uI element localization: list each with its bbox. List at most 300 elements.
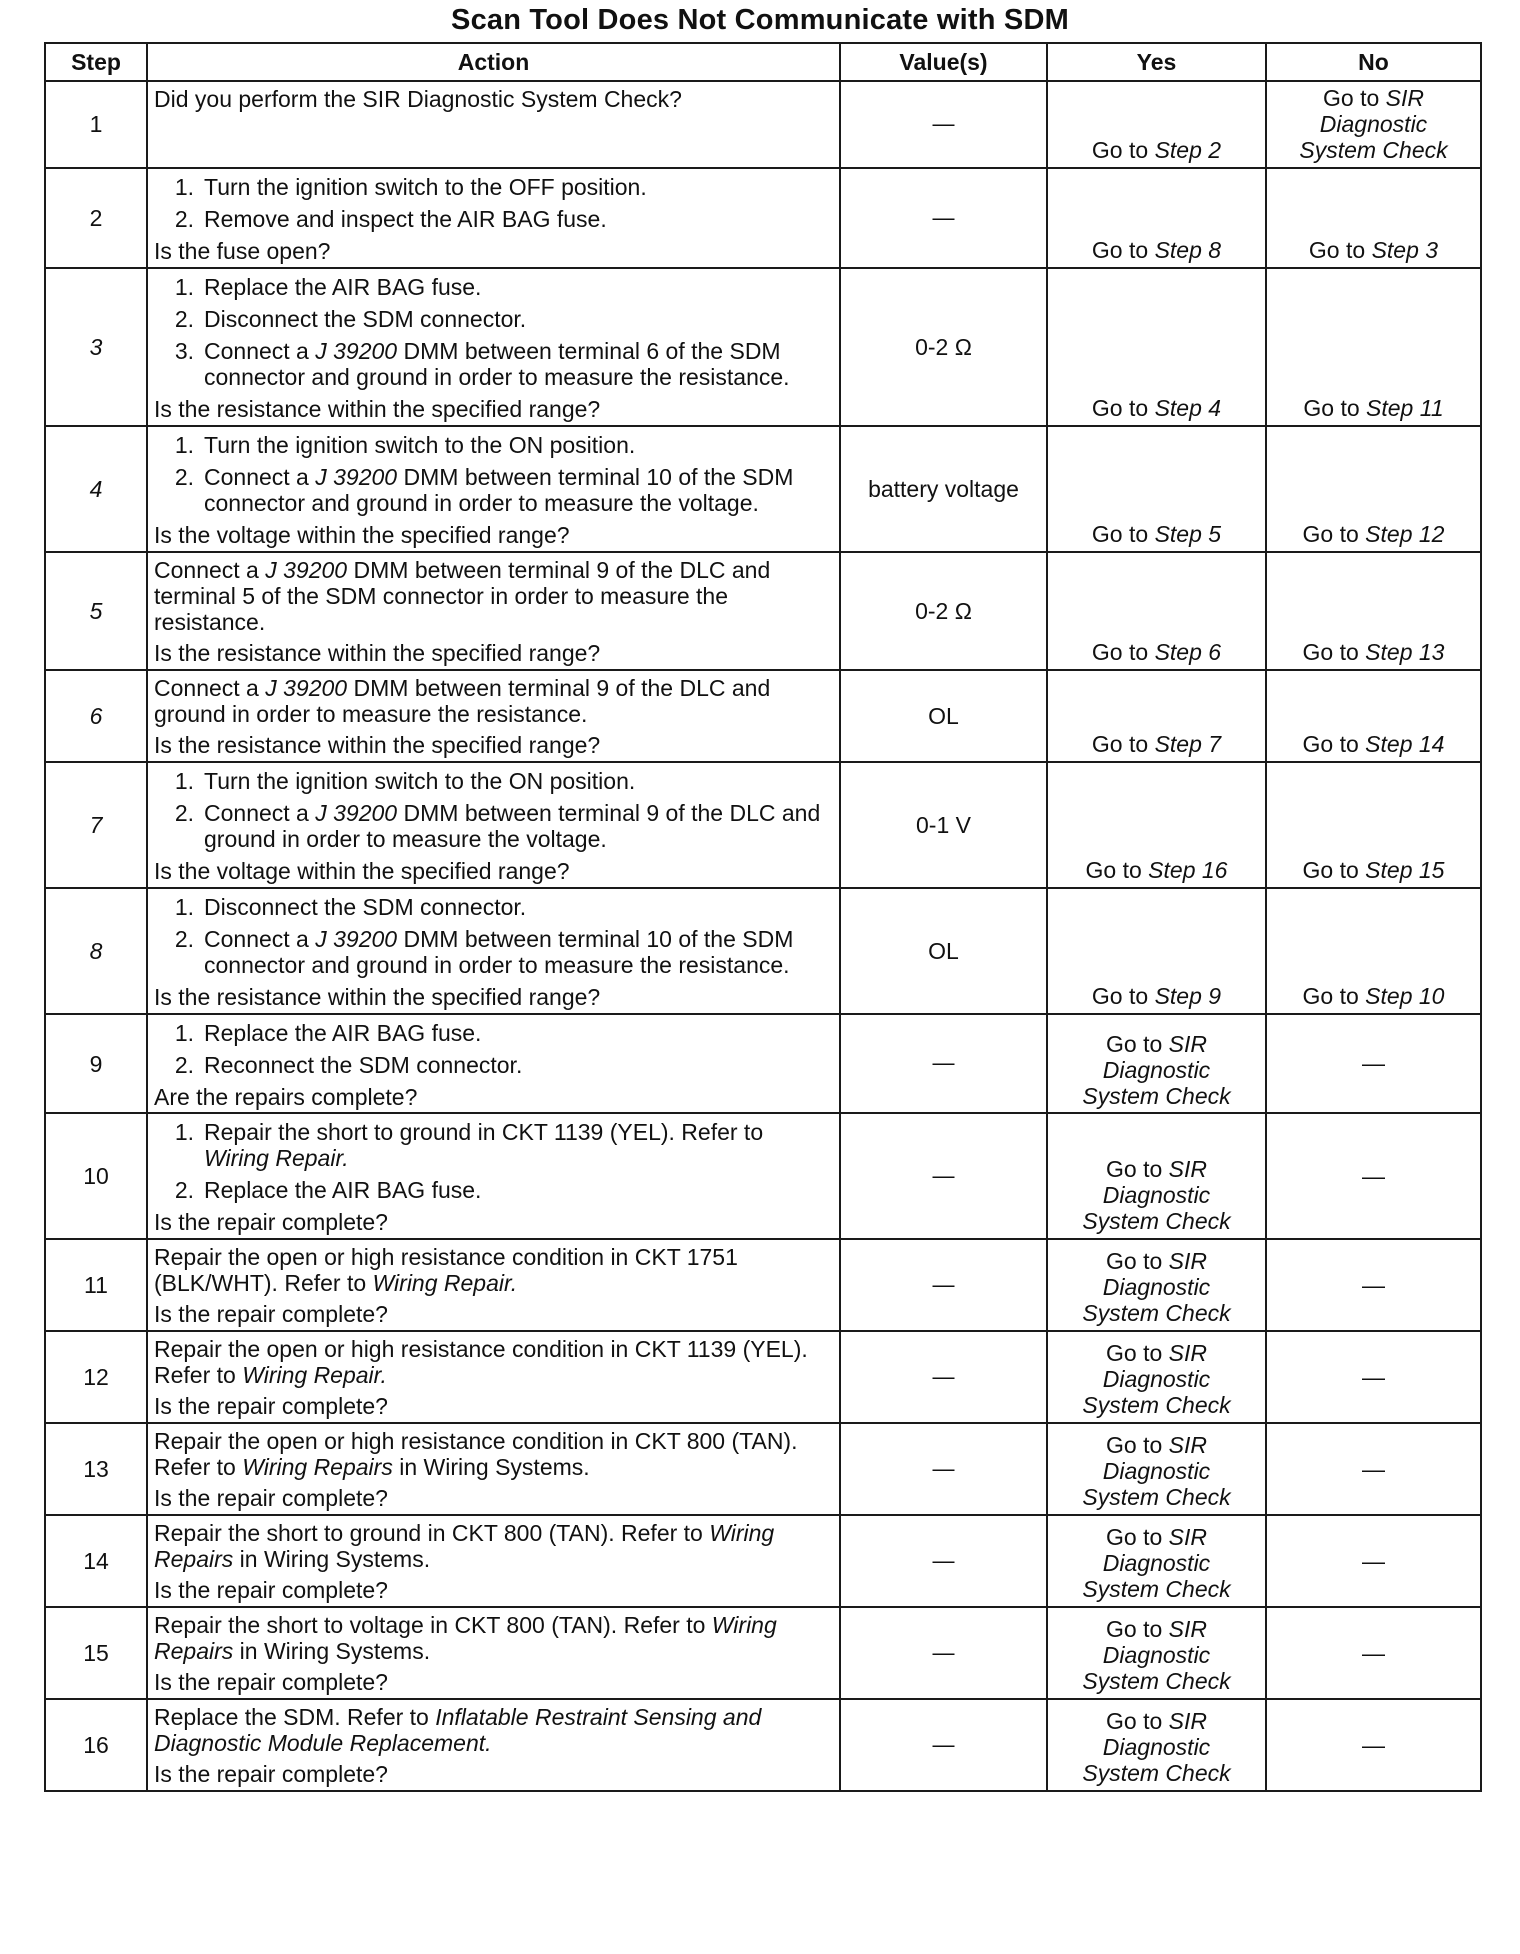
text-run: System Check [1082, 1300, 1231, 1327]
text-run: Go to [1302, 638, 1366, 665]
value-cell: — [840, 1515, 1047, 1607]
text-run: DMM between terminal 9 of the DLC and ground in order to measure the voltage. [204, 799, 821, 852]
text-run: Go to [1106, 1340, 1169, 1367]
text-run: Go to [1091, 520, 1155, 547]
action-cell [147, 426, 840, 552]
action-cell [147, 1515, 840, 1607]
step-number: 11 [45, 1239, 147, 1331]
action-text [154, 86, 833, 112]
text-run: Go to [1085, 856, 1149, 883]
value-cell: battery voltage [840, 426, 1047, 552]
no-cell [1266, 1423, 1481, 1515]
no-cell [1266, 1113, 1481, 1239]
list-number: 1. [174, 173, 194, 200]
text-run: Step 7 [1154, 730, 1222, 757]
text-run: System Check [1082, 1760, 1231, 1787]
list-text [204, 926, 833, 978]
action-cell [147, 552, 840, 670]
list-text [204, 464, 833, 516]
text-run: — [1362, 1363, 1385, 1390]
no-cell [1266, 426, 1481, 552]
action-question [154, 858, 833, 884]
text-run: Is the voltage within the specified range? [154, 857, 570, 884]
value-cell: — [840, 1113, 1047, 1239]
action-text [154, 675, 833, 727]
no-cell [1266, 1699, 1481, 1791]
text-run: Step 12 [1365, 520, 1445, 547]
text-run: SIR [1168, 1156, 1207, 1183]
no-cell [1266, 81, 1481, 168]
text-run: Go to [1106, 1432, 1169, 1459]
text-run: DMM between terminal 10 of the SDM connector and ground in order to measure the voltage. [204, 463, 794, 516]
text-run: Wiring Repair. [204, 1145, 349, 1172]
action-list-item [154, 1052, 833, 1078]
text-run: System Check [1082, 1208, 1231, 1235]
text-run: Step 13 [1365, 638, 1445, 665]
step-number: 8 [45, 888, 147, 1014]
action-question [154, 1485, 833, 1511]
list-text [204, 894, 833, 920]
text-run: Diagnostic [1102, 1182, 1211, 1209]
yes-cell [1047, 762, 1266, 888]
text-run: Diagnostic [1102, 1458, 1211, 1485]
action-question [154, 1084, 833, 1110]
text-run: Connect a [204, 925, 316, 952]
text-run: Wiring Repairs [242, 1454, 393, 1481]
text-run: Go to [1091, 982, 1155, 1009]
yes-cell [1047, 888, 1266, 1014]
yes-cell [1047, 1239, 1266, 1331]
text-run: Repair the short to voltage in CKT 800 (TAN). Refer to [154, 1612, 712, 1639]
header-action: Action [147, 43, 840, 81]
text-run: Step 10 [1365, 982, 1445, 1009]
action-cell [147, 268, 840, 426]
action-question [154, 522, 833, 548]
text-run: Repair the open or high resistance condition in CKT 800 (TAN). Refer to [154, 1428, 798, 1481]
list-text [204, 306, 833, 332]
text-run: Step 5 [1154, 520, 1222, 547]
value-cell: — [840, 1014, 1047, 1114]
text-run: SIR [1168, 1432, 1207, 1459]
text-run: Connect a [204, 337, 316, 364]
yes-cell [1047, 670, 1266, 762]
table-row [45, 1515, 1481, 1607]
text-run: Step 8 [1154, 236, 1222, 263]
text-run: SIR [1168, 1030, 1207, 1057]
list-number: 2. [174, 305, 194, 332]
text-run: Go to [1106, 1708, 1169, 1735]
list-text [204, 768, 833, 794]
text-run: in Wiring Systems. [233, 1638, 431, 1665]
text-run: Step 14 [1365, 730, 1445, 757]
text-run: Is the resistance within the specified range? [154, 639, 601, 666]
list-text [204, 432, 833, 458]
text-run: Connect a [204, 799, 316, 826]
list-number: 1. [174, 893, 194, 920]
step-number: 2 [45, 168, 147, 268]
action-cell [147, 168, 840, 268]
diagnostic-table [44, 42, 1482, 1792]
list-text [204, 174, 833, 200]
action-list-item [154, 306, 833, 332]
action-question [154, 1301, 833, 1327]
no-cell [1266, 1239, 1481, 1331]
action-question [154, 238, 833, 264]
action-list-item [154, 432, 833, 458]
list-number: 1. [174, 1119, 194, 1146]
table-row [45, 1607, 1481, 1699]
table-row [45, 1331, 1481, 1423]
text-run: Go to [1106, 1156, 1169, 1183]
list-text [204, 1177, 833, 1203]
step-number: 5 [45, 552, 147, 670]
text-run: Disconnect the SDM connector. [204, 305, 527, 332]
list-number: 2. [174, 1051, 194, 1078]
yes-cell [1047, 1113, 1266, 1239]
text-run: System Check [1082, 1392, 1231, 1419]
action-text [154, 1520, 833, 1572]
text-run: Replace the AIR BAG fuse. [204, 1019, 482, 1046]
yes-cell [1047, 552, 1266, 670]
text-run: Repair the open or high resistance condition in CKT 1139 (YEL). Refer to [154, 1336, 808, 1389]
action-cell [147, 1607, 840, 1699]
table-header-row [45, 43, 1481, 81]
no-cell [1266, 1014, 1481, 1114]
text-run: Is the repair complete? [154, 1301, 388, 1328]
action-cell [147, 1423, 840, 1515]
action-question [154, 396, 833, 422]
text-run: Step 16 [1148, 856, 1228, 883]
action-text [154, 1428, 833, 1480]
action-text [154, 1244, 833, 1296]
text-run: Is the fuse open? [154, 237, 331, 264]
table-row [45, 762, 1481, 888]
text-run: Diagnostic [1102, 1642, 1211, 1669]
action-list-item [154, 274, 833, 300]
value-cell: — [840, 1699, 1047, 1791]
value-cell: 0-1 V [840, 762, 1047, 888]
text-run: SIR [1168, 1708, 1207, 1735]
text-run: Step 9 [1154, 982, 1222, 1009]
action-text [154, 1336, 833, 1388]
yes-cell [1047, 268, 1266, 426]
table-row [45, 426, 1481, 552]
yes-cell [1047, 1607, 1266, 1699]
text-run: Wiring Repair. [372, 1270, 518, 1297]
action-question [154, 640, 833, 666]
value-cell: — [840, 81, 1047, 168]
list-number: 1. [174, 431, 194, 458]
text-run: Go to [1323, 85, 1386, 111]
table-row [45, 888, 1481, 1014]
list-text [204, 206, 833, 232]
no-cell [1266, 888, 1481, 1014]
list-text [204, 1020, 833, 1046]
text-run: Go to [1303, 394, 1367, 421]
text-run: Step 11 [1366, 394, 1444, 421]
text-run: Go to [1106, 1248, 1169, 1275]
action-cell [147, 762, 840, 888]
text-run: J 39200 [315, 799, 398, 826]
table-row [45, 1699, 1481, 1791]
list-number: 2. [174, 205, 194, 232]
text-run: in Wiring Systems. [392, 1454, 590, 1481]
text-run: System Check [1299, 136, 1448, 163]
text-run: J 39200 [315, 337, 398, 364]
text-run: SIR [1385, 85, 1424, 111]
value-cell: — [840, 1607, 1047, 1699]
list-number: 3. [174, 337, 194, 364]
text-run: DMM between terminal 9 of the DLC and terminal 5 of the SDM connector in order to measure the resistance. [154, 556, 771, 635]
text-run: Diagnostic [1102, 1274, 1211, 1301]
text-run: Go to [1302, 730, 1366, 757]
table-row [45, 268, 1481, 426]
text-run: SIR [1168, 1340, 1207, 1367]
text-run: Go to [1308, 236, 1372, 263]
text-run: Repair the short to ground in CKT 1139 (YEL). Refer to [204, 1119, 764, 1146]
action-question [154, 1761, 833, 1787]
text-run: Diagnostic [1102, 1734, 1211, 1761]
yes-cell [1047, 168, 1266, 268]
yes-cell [1047, 1331, 1266, 1423]
text-run: Turn the ignition switch to the ON position. [204, 431, 636, 458]
text-run: Is the repair complete? [154, 1761, 388, 1788]
text-run: Is the repair complete? [154, 1209, 388, 1236]
yes-cell [1047, 81, 1266, 168]
text-run: Is the resistance within the specified range? [154, 983, 601, 1010]
text-run: System Check [1082, 1484, 1231, 1511]
action-text [154, 1612, 833, 1664]
step-number: 16 [45, 1699, 147, 1791]
action-list-item [154, 894, 833, 920]
no-cell [1266, 1515, 1481, 1607]
value-cell: 0-2 Ω [840, 552, 1047, 670]
list-text [204, 274, 833, 300]
step-number: 3 [45, 268, 147, 426]
text-run: System Check [1082, 1668, 1231, 1695]
text-run: Repair the open or high resistance condition in CKT 1751 (BLK/WHT). Refer to [154, 1244, 738, 1297]
step-number: 7 [45, 762, 147, 888]
no-cell [1266, 1331, 1481, 1423]
text-run: Is the repair complete? [154, 1485, 388, 1512]
action-list-item [154, 464, 833, 516]
table-row [45, 670, 1481, 762]
text-run: J 39200 [265, 556, 348, 583]
text-run: Diagnostic [1102, 1366, 1211, 1393]
action-cell [147, 81, 840, 168]
step-number: 9 [45, 1014, 147, 1114]
action-cell [147, 1239, 840, 1331]
list-number: 2. [174, 463, 194, 490]
no-cell [1266, 552, 1481, 670]
no-cell [1266, 1607, 1481, 1699]
text-run: SIR [1168, 1524, 1207, 1551]
list-number: 1. [174, 273, 194, 300]
text-run: Go to [1302, 520, 1366, 547]
step-number: 13 [45, 1423, 147, 1515]
text-run: Is the repair complete? [154, 1393, 388, 1420]
text-run: Connect a [204, 463, 316, 490]
action-text [154, 557, 833, 635]
table-row [45, 1014, 1481, 1114]
step-number: 12 [45, 1331, 147, 1423]
text-run: Go to [1302, 982, 1366, 1009]
step-number: 15 [45, 1607, 147, 1699]
text-run: Go to [1091, 394, 1155, 421]
step-number: 1 [45, 81, 147, 168]
step-number: 6 [45, 670, 147, 762]
text-run: DMM between terminal 10 of the SDM connector and ground in order to measure the resistance. [204, 925, 794, 978]
text-run: Go to [1106, 1524, 1169, 1551]
text-run: Diagnostic [1102, 1550, 1211, 1577]
text-run: Did you perform the SIR Diagnostic System Check? [154, 86, 682, 112]
text-run: Connect a [154, 556, 266, 583]
text-run: Turn the ignition switch to the ON position. [204, 767, 636, 794]
text-run: Diagnostic [1319, 110, 1428, 137]
table-body [45, 81, 1481, 1791]
text-run: — [1362, 1731, 1385, 1758]
text-run: Replace the AIR BAG fuse. [204, 1177, 482, 1204]
text-run: Go to [1091, 236, 1155, 263]
header-no: No [1266, 43, 1481, 81]
value-cell: — [840, 1239, 1047, 1331]
header-yes: Yes [1047, 43, 1266, 81]
header-step: Step [45, 43, 147, 81]
text-run: Step 2 [1154, 136, 1222, 163]
text-run: Wiring Repairs [154, 1520, 775, 1573]
text-run: Inflatable Restraint Sensing and Diagnostic Module Replacement. [154, 1704, 762, 1757]
action-cell [147, 670, 840, 762]
list-text [204, 338, 833, 390]
text-run: Disconnect the SDM connector. [204, 893, 527, 920]
text-run: Connect a [154, 674, 266, 701]
list-number: 1. [174, 767, 194, 794]
text-run: SIR [1168, 1616, 1207, 1643]
text-run: Is the repair complete? [154, 1669, 388, 1696]
header-values: Value(s) [840, 43, 1047, 81]
text-run: DMM between terminal 9 of the DLC and ground in order to measure the resistance. [154, 674, 771, 727]
text-run: Is the voltage within the specified range? [154, 521, 570, 548]
value-cell: 0-2 Ω [840, 268, 1047, 426]
text-run: in Wiring Systems. [233, 1546, 431, 1573]
table-row [45, 1239, 1481, 1331]
text-run: Reconnect the SDM connector. [204, 1051, 523, 1078]
value-cell: OL [840, 888, 1047, 1014]
action-cell [147, 1331, 840, 1423]
text-run: Diagnostic [1102, 1056, 1211, 1083]
table-row [45, 81, 1481, 168]
text-run: Remove and inspect the AIR BAG fuse. [204, 205, 607, 232]
action-list-item [154, 174, 833, 200]
text-run: Go to [1091, 730, 1155, 757]
text-run: SIR [1168, 1248, 1207, 1275]
table-row [45, 1423, 1481, 1515]
table-row [45, 168, 1481, 268]
action-text [154, 1704, 833, 1756]
text-run: Step 3 [1371, 236, 1439, 263]
text-run: Repair the short to ground in CKT 800 (TAN). Refer to [154, 1520, 710, 1547]
list-text [204, 800, 833, 852]
text-run: J 39200 [315, 925, 398, 952]
text-run: Is the repair complete? [154, 1577, 388, 1604]
text-run: Go to [1106, 1616, 1169, 1643]
text-run: Go to [1106, 1030, 1169, 1057]
page-title: Scan Tool Does Not Communicate with SDM [451, 4, 1069, 36]
yes-cell [1047, 426, 1266, 552]
text-run: Step 4 [1154, 394, 1222, 421]
text-run: Go to [1302, 856, 1366, 883]
yes-cell [1047, 1699, 1266, 1791]
list-number: 1. [174, 1019, 194, 1046]
action-question [154, 1669, 833, 1695]
text-run: Are the repairs complete? [154, 1083, 418, 1110]
list-number: 2. [174, 1177, 194, 1204]
yes-cell [1047, 1014, 1266, 1114]
action-list-item [154, 338, 833, 390]
action-list-item [154, 1177, 833, 1203]
action-question [154, 732, 833, 758]
no-cell [1266, 670, 1481, 762]
action-list-item [154, 926, 833, 978]
table-row [45, 552, 1481, 670]
step-number: 10 [45, 1113, 147, 1239]
value-cell: — [840, 168, 1047, 268]
no-cell [1266, 762, 1481, 888]
table-row [45, 1113, 1481, 1239]
list-text [204, 1119, 833, 1171]
text-run: System Check [1082, 1576, 1231, 1603]
action-list-item [154, 800, 833, 852]
text-run: Is the resistance within the specified range? [154, 395, 601, 422]
text-run: System Check [1082, 1082, 1231, 1109]
list-number: 2. [174, 799, 194, 826]
yes-cell [1047, 1423, 1266, 1515]
action-question [154, 984, 833, 1010]
no-cell [1266, 168, 1481, 268]
value-cell: OL [840, 670, 1047, 762]
value-cell: — [840, 1331, 1047, 1423]
text-run: Wiring Repairs [154, 1612, 777, 1665]
text-run: Go to [1091, 136, 1155, 163]
action-question [154, 1209, 833, 1235]
action-question [154, 1393, 833, 1419]
list-number: 2. [174, 925, 194, 952]
text-run: Is the resistance within the specified range? [154, 731, 601, 758]
text-run: — [1362, 1547, 1385, 1574]
action-cell [147, 1699, 840, 1791]
yes-cell [1047, 1515, 1266, 1607]
action-cell [147, 1014, 840, 1114]
action-list-item [154, 206, 833, 232]
list-text [204, 1052, 833, 1078]
text-run: DMM between terminal 6 of the SDM connector and ground in order to measure the resistance. [204, 337, 790, 390]
text-run: — [1362, 1639, 1385, 1666]
no-cell [1266, 268, 1481, 426]
step-number: 4 [45, 426, 147, 552]
action-list-item [154, 1119, 833, 1171]
text-run: — [1362, 1050, 1385, 1077]
action-question [154, 1577, 833, 1603]
text-run: Wiring Repair. [242, 1362, 387, 1389]
text-run: — [1362, 1455, 1385, 1482]
action-list-item [154, 768, 833, 794]
text-run: Turn the ignition switch to the OFF position. [204, 173, 647, 200]
text-run: J 39200 [265, 674, 348, 701]
text-run: Replace the AIR BAG fuse. [204, 273, 482, 300]
text-run: J 39200 [315, 463, 398, 490]
text-run: — [1362, 1271, 1385, 1298]
text-run: Step 6 [1154, 638, 1222, 665]
